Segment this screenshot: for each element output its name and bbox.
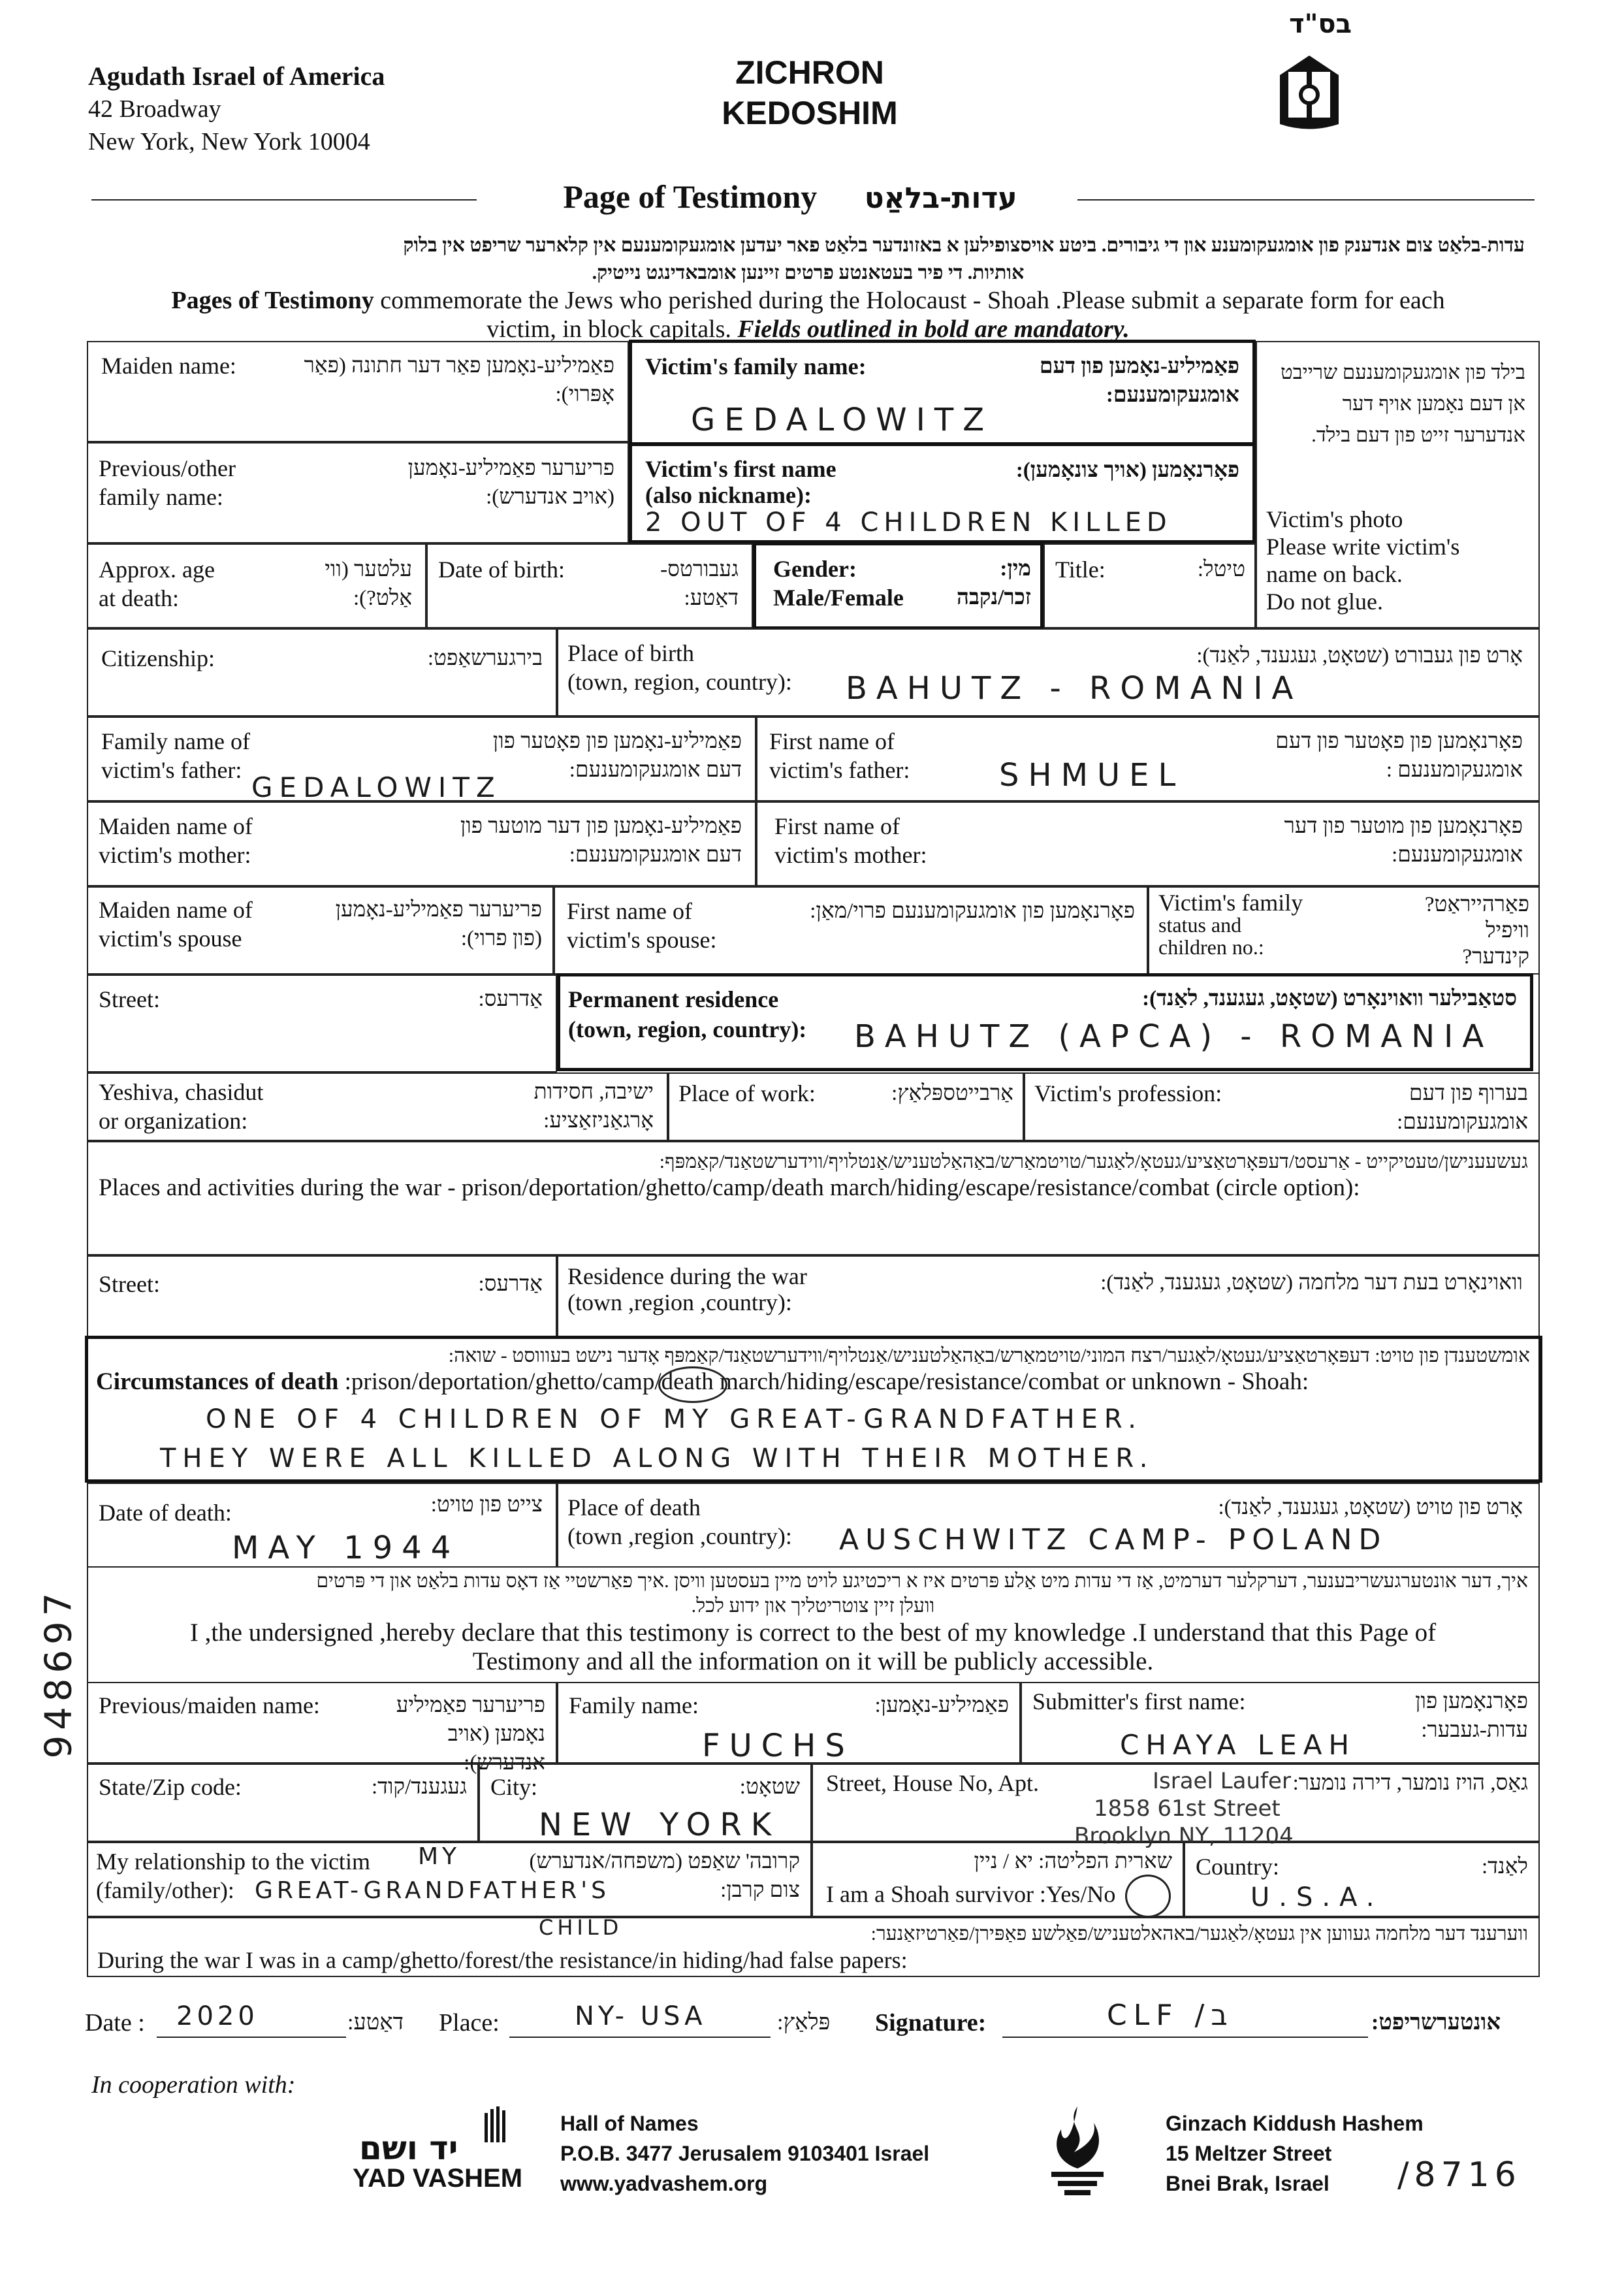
perm-res-heb: סטאַבילער וואוינאָרט (שטאָט, געגענד, לאַנד):	[1142, 987, 1517, 1010]
photo-en-4: Do not glue.	[1266, 588, 1383, 615]
no-circle	[1125, 1875, 1171, 1918]
title-line1: ZICHRON	[735, 54, 884, 91]
spouse-first-field[interactable]	[554, 886, 1148, 975]
gender-field[interactable]	[753, 542, 1043, 630]
mother-maiden-label1: Maiden name of	[99, 813, 253, 839]
first-name-label2: (also nickname):	[645, 482, 812, 508]
father-first-value: SHMUEL	[999, 757, 1185, 794]
age-label1: Approx. age	[99, 556, 215, 583]
title-line2: KEDOSHIM	[722, 95, 898, 131]
places-activities-field[interactable]	[87, 1141, 1540, 1255]
perm-res-label1: Permanent residence	[568, 986, 779, 1012]
place-of-death-field[interactable]	[557, 1483, 1540, 1568]
page-title-heb: עדות-בלאַט	[864, 182, 1017, 215]
country-label: Country:	[1196, 1854, 1280, 1880]
workplace-field[interactable]	[668, 1072, 1024, 1141]
camp-circle	[658, 1366, 727, 1403]
age-field[interactable]	[87, 543, 426, 628]
family-status-label2: status and	[1158, 913, 1242, 937]
mother-maiden-label2: victim's mother:	[99, 842, 251, 868]
yad-vashem-flame-icon	[483, 2106, 509, 2146]
citizenship-heb: בירגערשאַפט:	[427, 647, 543, 670]
war-status-heb: ווערענד דער מלחמה געווען אין געטאָ/לאַגער/באהאלטעניש/פאַלשע פאַפּירן/פאַרטיזאַנער:	[870, 1923, 1528, 1944]
street-war-heb: אַדרעס:	[478, 1272, 543, 1296]
intro-en-bold: Pages of Testimony	[171, 287, 374, 314]
father-family-heb: פאַמיליע-נאָמען פון פאָטער פון דעם אומגעקומענעם:	[492, 730, 742, 782]
previous-family-heb: פריערער פאַמיליע-נאָמען (אויב אנדערש):	[407, 457, 614, 509]
spouse-maiden-heb: פריערער פאַמיליע-נאָמען (פון פרוי):	[335, 898, 542, 950]
war-status-label: During the war I was in a camp/ghetto/forest/the resistance/in hiding/had false papers:	[97, 1947, 908, 1973]
side-number: 948697	[37, 1587, 80, 1759]
country-field[interactable]	[1184, 1842, 1540, 1917]
photo-box[interactable]	[1256, 341, 1540, 628]
workplace-heb: אַרבייטספּלאַץ:	[891, 1082, 1013, 1105]
father-family-label2: victim's father:	[101, 757, 242, 783]
photo-en-1: Victim's photo	[1266, 506, 1403, 532]
sub-prev-heb1: פריערער פאַמיליע	[396, 1694, 545, 1717]
yv-en: YAD VASHEM	[353, 2164, 523, 2193]
date-line[interactable]	[157, 2001, 346, 2038]
pod-label2: (town ,region ,country):	[567, 1523, 792, 1549]
dob-heb: געבורטס- דאַטע:	[660, 558, 739, 610]
mother-maiden-heb: פאַמיליע-נאָמען פון דער מוטער פון דעם אומגעקומענעם:	[460, 814, 742, 867]
places-label: Places and activities during the war - prison/deportation/ghetto/camp/death march/hiding/escape/resistance/combat (circle option):	[99, 1174, 1360, 1201]
profession-field[interactable]	[1024, 1072, 1540, 1141]
maiden-name-label: Maiden name:	[101, 353, 236, 379]
yad-vashem-logo	[353, 2106, 535, 2191]
org-city: New York, New York 10004	[88, 128, 370, 155]
workplace-label: Place of work:	[678, 1080, 816, 1106]
sub-first-label: Submitter's first name:	[1032, 1688, 1246, 1715]
country-heb: לאַנד:	[1481, 1855, 1528, 1878]
survivor-label: I am a Shoah survivor :Yes/No	[826, 1881, 1116, 1907]
war-status-field[interactable]	[87, 1917, 1540, 1977]
place-label: Place:	[439, 2009, 500, 2037]
date-of-death-field[interactable]	[87, 1483, 557, 1568]
circ-label: :prison/deportation/ghetto/camp/death march/hiding/escape/resistance/combat or unknown - Shoah:	[338, 1368, 1309, 1395]
city-heb: שטאָט:	[739, 1775, 800, 1799]
sub-prev-heb2: נאָמען (אויב אנדערש):	[447, 1722, 545, 1775]
father-first-heb: פאָרנאָמען פון פאָטער פון דעם אומגעקומענעם :	[1275, 730, 1523, 782]
circ-label-bold: Circumstances of death	[96, 1368, 339, 1395]
dob-label: Date of birth:	[438, 556, 565, 583]
street-label: Street:	[99, 986, 160, 1012]
date-heb: :דאַטע	[347, 2010, 404, 2035]
spouse-maiden-label1: Maiden name of	[99, 897, 253, 923]
mother-first-heb: פאָרנאָמען פון מוטער פון דער אומגעקומענעם:	[1284, 814, 1523, 867]
spouse-first-heb: פאָרנאָמען פון אומגעקומענעם פרוי/מאַן:	[810, 899, 1135, 923]
rel-label2: (family/other):	[96, 1877, 234, 1903]
pob-heb: אָרט פון געבורט (שטאָט, געגענד, לאַנד):	[1196, 644, 1523, 668]
residence-war-field[interactable]	[557, 1255, 1540, 1337]
pod-value: AUSCHWITZ CAMP- POLAND	[839, 1523, 1388, 1556]
rel-label1: My relationship to the victim	[96, 1848, 370, 1875]
survivor-field[interactable]	[812, 1842, 1184, 1917]
maiden-name-field[interactable]	[87, 341, 629, 442]
decl-heb-2: וועלן זיין צוטריטליך און ידוע לכל.	[691, 1595, 935, 1617]
stamp-line3: Brooklyn NY, 11204	[1074, 1823, 1294, 1849]
rel-value3: CHILD	[539, 1915, 623, 1940]
intro-heb-1: עדות-בלאַט צום אנדענק פון אומגעקומענע און די גיבורים. ביטע אויסצופילען א באזונדער בלאַט פאר יעדען אומגעקומענעם אין קלארער שריפט אין בלוק	[403, 234, 1525, 256]
gk-line2: 15 Meltzer Street	[1166, 2142, 1332, 2165]
spouse-maiden-label2: victim's spouse	[99, 926, 242, 952]
pob-label1: Place of birth	[567, 640, 694, 666]
sub-prev-label: Previous/maiden name:	[99, 1692, 320, 1718]
stamp-line1: Israel Laufer	[1153, 1768, 1291, 1794]
street-heb: אַדרעס:	[478, 988, 543, 1011]
stamp-line2: 1858 61st Street	[1094, 1796, 1281, 1822]
res-war-label2: (town ,region ,country):	[567, 1289, 792, 1315]
intro-heb-2: אותיות. די פיר בעטאנטע פרטים זיינען אומבאדינגט נייטיק.	[592, 262, 1025, 283]
age-heb: עלטער (ווי אַלט?):	[325, 558, 412, 610]
decl-en-2: Testimony and all the information on it will be publicly accessible.	[472, 1647, 1154, 1675]
father-first-field[interactable]	[756, 717, 1540, 801]
spouse-maiden-field[interactable]	[87, 886, 554, 975]
pod-heb: אָרט פון טויט (שטאָט, געגענד, לאַנד):	[1218, 1496, 1523, 1519]
spouse-first-label1: First name of	[567, 898, 692, 924]
street-war-label: Street:	[99, 1271, 160, 1297]
profession-label: Victim's profession:	[1034, 1080, 1222, 1106]
org-name: Agudath Israel of America	[88, 61, 385, 91]
res-war-label1: Residence during the war	[567, 1263, 807, 1289]
page-title: Page of Testimony	[563, 178, 818, 215]
signature-value: CLF /ב	[1107, 1999, 1234, 2032]
family-status-label3: children no.:	[1158, 935, 1264, 959]
circ-value-2: THEY WERE ALL KILLED ALONG WITH THEIR MOTHER.	[160, 1443, 1154, 1474]
state-zip-label: State/Zip code:	[99, 1774, 242, 1800]
circ-value-1: ONE OF 4 CHILDREN OF MY GREAT-GRANDFATHER.	[206, 1404, 1143, 1434]
org-street: 42 Broadway	[88, 95, 221, 123]
gender-heb1: מין:	[1000, 557, 1031, 581]
decl-en-1: I ,the undersigned ,hereby declare that this testimony is correct to the best of my knowledge .I understand that this Page of	[189, 1619, 1437, 1647]
mother-maiden-field[interactable]	[87, 801, 756, 886]
mother-first-label2: victim's mother:	[774, 842, 927, 868]
sub-street-heb: גאַס, הויז נומער, דירה נומער:	[1292, 1771, 1528, 1795]
city-label: City:	[490, 1774, 538, 1800]
father-family-value: GEDALOWITZ	[251, 771, 502, 803]
maiden-name-heb: פאַמיליע-נאָמען פאַר דער חתונה (פאַר אָפּרוי):	[304, 354, 614, 406]
previous-family-label2: family name:	[99, 484, 223, 510]
perm-res-label2: (town, region, country):	[568, 1016, 807, 1042]
sub-family-label: Family name:	[569, 1692, 699, 1718]
gender-label1: Gender:	[773, 556, 857, 582]
sub-first-value: CHAYA LEAH	[1120, 1729, 1356, 1761]
yv-line2: P.O.B. 3477 Jerusalem 9103401 Israel	[560, 2142, 930, 2165]
title-label: Title:	[1055, 556, 1106, 583]
dob-field[interactable]	[426, 543, 753, 628]
sub-family-heb: פאַמיליע-נאָמען:	[874, 1694, 1009, 1717]
corner-note: /8716	[1397, 2155, 1521, 2195]
date-value: 2020	[176, 2001, 259, 2031]
mother-first-label1: First name of	[774, 813, 900, 839]
family-status-field[interactable]	[1148, 886, 1540, 975]
dod-heb: צייט פון טויט:	[430, 1493, 543, 1517]
first-name-field[interactable]	[629, 442, 1256, 543]
gender-heb2: זכר/נקבה	[957, 586, 1031, 609]
gender-label2: Male/Female	[773, 585, 904, 611]
title-heb: טיטל:	[1197, 558, 1245, 581]
bsd-mark: בס"ד	[1289, 9, 1352, 39]
place-of-birth-field[interactable]	[557, 628, 1540, 717]
signature-heb: :אונטערשריפט	[1371, 2010, 1501, 2035]
rel-heb1: קרובה' שאַפט (משפחה/אנדערש)	[529, 1850, 800, 1873]
photo-box-heb: בילד פון אומגעקומענעם שרייבט אן דעם נאָמען אויף דער אנדערער זייט פון דעם בילד.	[1281, 361, 1525, 446]
signature-line[interactable]	[1002, 1999, 1368, 2038]
date-label: Date :	[85, 2009, 145, 2037]
intro-mandatory: Fields outlined in bold are mandatory.	[737, 315, 1130, 343]
country-value: U.S.A.	[1250, 1882, 1384, 1912]
submitter-family-name-field[interactable]	[557, 1682, 1021, 1764]
dod-value: MAY 1944	[232, 1530, 460, 1566]
rel-value1: MY	[418, 1843, 461, 1870]
father-family-field[interactable]	[87, 717, 756, 801]
pod-label1: Place of death	[567, 1494, 701, 1521]
father-first-label1: First name of	[769, 728, 895, 754]
gk-line1: Ginzach Kiddush Hashem	[1166, 2112, 1424, 2135]
first-name-heb: פאָרנאָמען (אויך צונאָמען):	[1015, 459, 1239, 482]
yeshiva-heb: ישיבה, חסידות אָרגאַניזאַציע:	[533, 1080, 654, 1133]
signature-label: Signature:	[875, 2009, 987, 2037]
sub-first-heb2: עדות-געבער:	[1421, 1718, 1528, 1742]
family-name-label: Victim's family name:	[645, 353, 867, 379]
relationship-field[interactable]	[87, 1842, 812, 1940]
father-first-label2: victim's father:	[769, 757, 910, 783]
circ-heb: אומשטענדן פון טויט: דעפּאָרטאַציע/געטאָ/לאַגער/רצח המוני/טויטמאַרש/באַהאַלטעניש/אַנטלויף/ווידערשטאַנד/קאַמפּף אָדער נישט בעוווסט - שואה:	[448, 1345, 1530, 1366]
gk-line3: Bnei Brak, Israel	[1166, 2172, 1329, 2195]
family-status-label1: Victim's family	[1158, 890, 1303, 916]
yv-line1: Hall of Names	[560, 2112, 699, 2135]
intro-en-1: commemorate the Jews who perished during the Holocaust - Shoah .Please submit a separate form for each	[374, 287, 1445, 314]
mother-first-field[interactable]	[756, 801, 1540, 886]
family-name-value: GEDALOWITZ	[691, 402, 994, 438]
father-family-label1: Family name of	[101, 728, 250, 754]
submitter-prev-name-field[interactable]	[87, 1682, 557, 1775]
street-war-field[interactable]	[87, 1255, 557, 1337]
yv-line3: www.yadvashem.org	[560, 2172, 768, 2195]
yv-heb: יד ושם	[359, 2129, 458, 2167]
family-status-heb: פאַרהייראַט? וויפיל קינדער?	[1424, 893, 1529, 969]
state-zip-heb: געגענד/קוד:	[371, 1775, 467, 1799]
citizenship-field[interactable]	[87, 628, 557, 717]
city-value: NEW YORK	[539, 1807, 781, 1843]
sub-family-value: FUCHS	[702, 1728, 854, 1764]
family-name-field[interactable]	[629, 340, 1256, 446]
decl-heb-1: איך, דער אונטערגעשריבענער, דערקלער דערמיט, אַז די עדות מיט אַלע פּרטים איז א ריכטיגע לויט מיין בעסטען וויסן .איך פאַרשטיי אַז דאָס עדות בלאַט און די פּרטים	[316, 1570, 1528, 1592]
age-label2: at death:	[99, 585, 179, 611]
cooperation-label: In cooperation with:	[91, 2071, 296, 2099]
permanent-residence-field[interactable]	[557, 973, 1533, 1071]
first-name-value: 2 OUT OF 4 CHILDREN KILLED	[645, 508, 1172, 538]
yeshiva-label1: Yeshiva, chasidut	[99, 1079, 264, 1105]
intro-en-2: victim, in block capitals.	[486, 315, 738, 343]
rel-value2: GREAT-GRANDFATHER'S	[255, 1877, 611, 1904]
yeshiva-field[interactable]	[87, 1072, 668, 1141]
submitter-street-field[interactable]	[812, 1764, 1540, 1849]
state-zip-field[interactable]	[87, 1764, 479, 1842]
pob-value: BAHUTZ - ROMANIA	[846, 670, 1303, 707]
dod-label: Date of death:	[99, 1500, 232, 1526]
perm-res-value: BAHUTZ (APCA) - ROMANIA	[854, 1018, 1493, 1055]
profession-heb: בערוף פון דעם אומגעקומענעם:	[1397, 1082, 1528, 1134]
street-field[interactable]	[87, 975, 557, 1072]
photo-en-2: Please write victim's	[1266, 534, 1460, 560]
place-value: NY- USA	[575, 2001, 707, 2031]
previous-family-label1: Previous/other	[99, 455, 236, 481]
citizenship-label: Citizenship:	[101, 645, 215, 671]
circumstances-field[interactable]	[85, 1336, 1542, 1483]
survivor-heb: שארית הפליטה: יא / ניין	[974, 1850, 1172, 1873]
sub-street-label: Street, House No, Apt.	[826, 1770, 1039, 1796]
yeshiva-label2: or organization:	[99, 1108, 248, 1134]
places-heb: געשעענישן/טעטיקייט - אַרעסט/דעפּאָרטאַציע/געטאָ/לאַגער/טויטמאַרש/באַהאַלטעניש/אַנטלויף/ווידערשטאַנד/קאַמפּף:	[659, 1151, 1528, 1172]
title-field[interactable]	[1043, 543, 1256, 628]
city-field[interactable]	[479, 1764, 812, 1842]
photo-en-3: name on back.	[1266, 561, 1403, 587]
sub-first-heb1: פאָרנאָמען פון	[1415, 1690, 1528, 1713]
res-war-heb: וואוינאָרט בעת דער מלחמה (שטאָט, געגענד, לאַנד):	[1100, 1271, 1523, 1295]
rel-heb2: צום קרבן:	[720, 1878, 800, 1902]
submitter-first-name-field[interactable]	[1021, 1682, 1540, 1764]
logo-icon	[1277, 52, 1342, 137]
spouse-first-label2: victim's spouse:	[567, 927, 717, 953]
family-name-heb: פאַמיליע-נאָמען פון דעם אומגעקומענעם:	[1039, 355, 1239, 407]
ginzach-logo-icon	[1038, 2106, 1117, 2204]
place-heb: :פּלאַץ	[777, 2010, 831, 2035]
previous-family-field[interactable]	[87, 442, 629, 543]
first-name-label1: Victim's first name	[645, 456, 836, 482]
pob-label2: (town, region, country):	[567, 669, 792, 695]
place-line[interactable]	[509, 2001, 771, 2038]
